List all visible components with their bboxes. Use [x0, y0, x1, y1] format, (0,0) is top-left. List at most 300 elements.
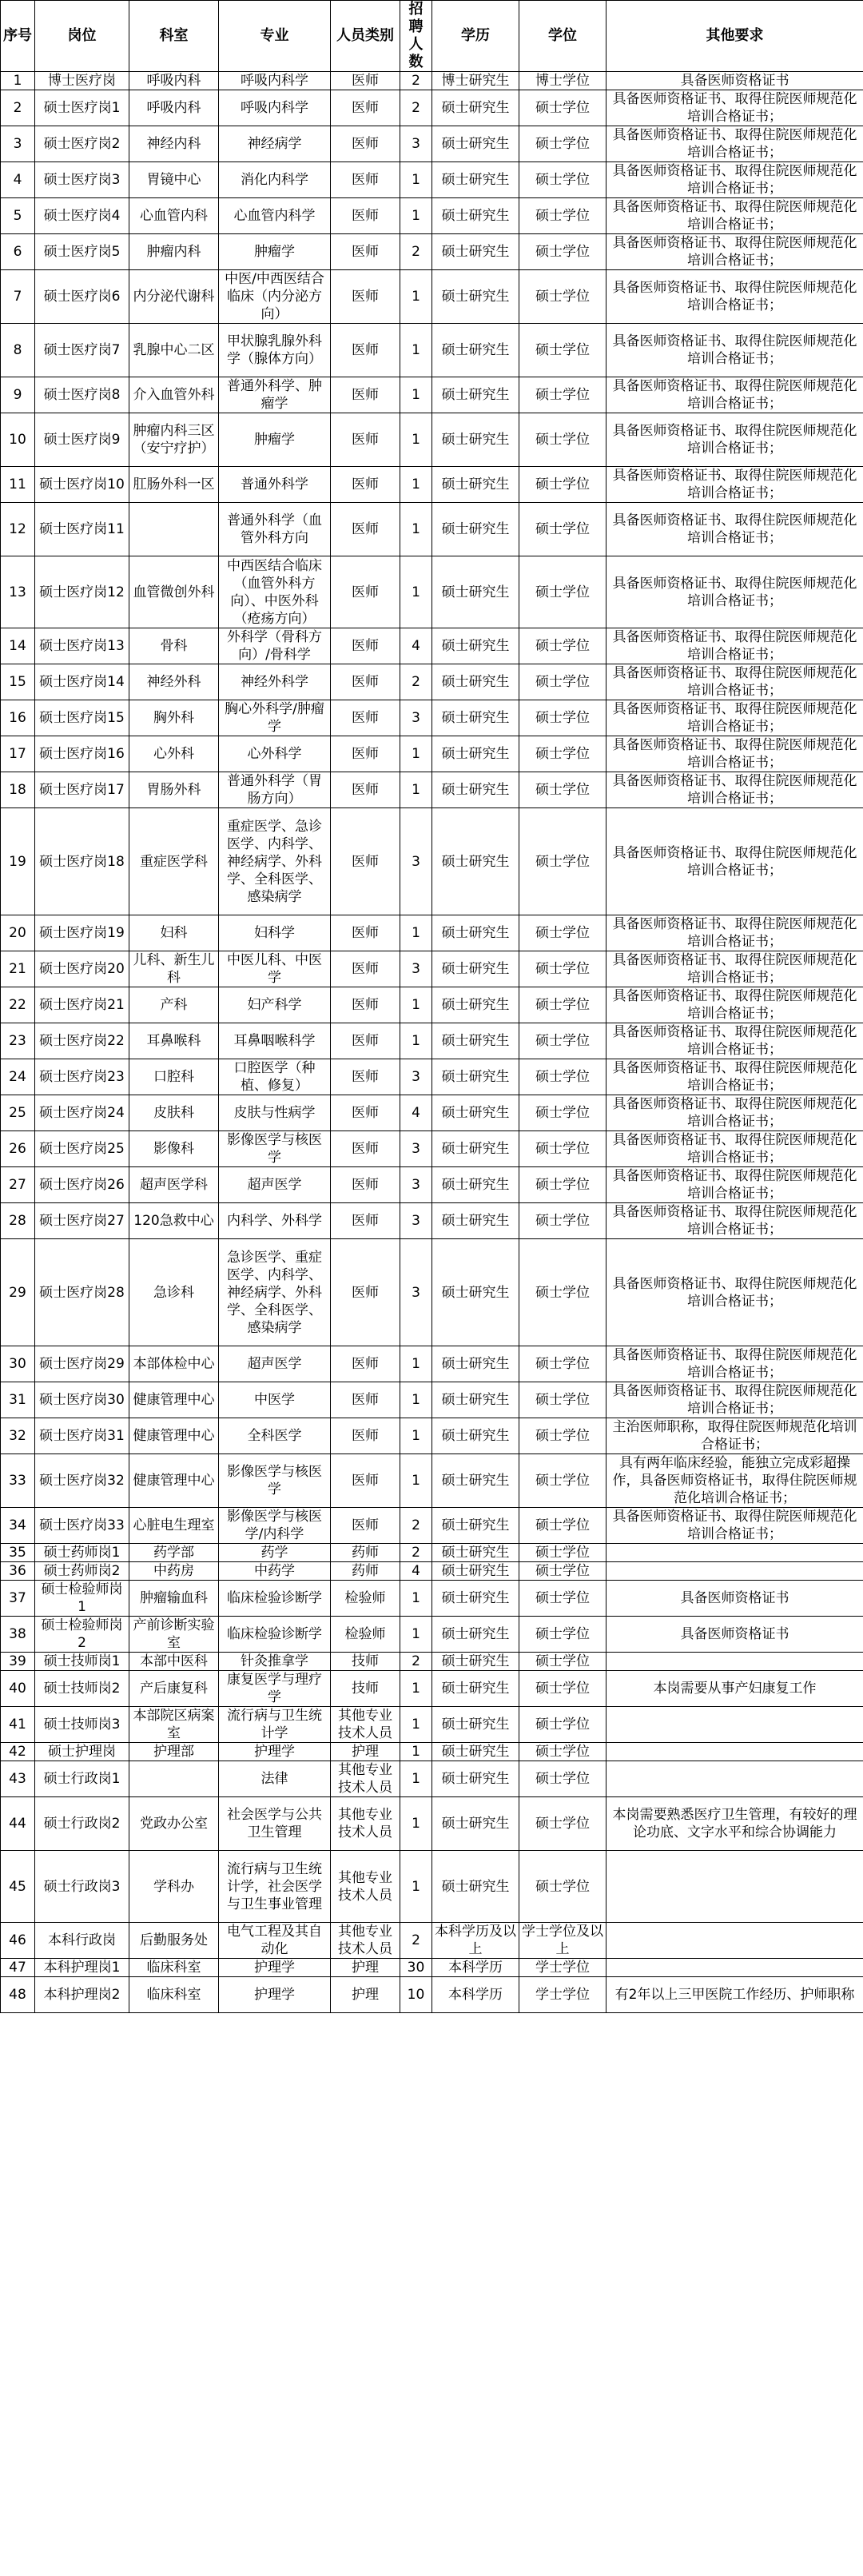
cell-post: 硕士医疗岗25 — [35, 1131, 129, 1167]
cell-post: 硕士医疗岗33 — [35, 1508, 129, 1544]
cell-post: 硕士医疗岗9 — [35, 413, 129, 467]
cell-post: 硕士医疗岗20 — [35, 951, 129, 987]
cell-dept: 心外科 — [129, 736, 219, 772]
cell-requirements: 具备医师资格证书、取得住院医师规范化培训合格证书； — [606, 377, 863, 413]
cell-requirements: 具备医师资格证书、取得住院医师规范化培训合格证书； — [606, 503, 863, 556]
cell-dept: 中药房 — [129, 1562, 219, 1581]
cell-dept: 皮肤科 — [129, 1095, 219, 1131]
table-row — [1, 1923, 863, 1959]
cell-education: 硕士研究生 — [432, 1562, 519, 1581]
cell-category: 医师 — [331, 72, 400, 90]
cell-dept: 后勤服务处 — [129, 1923, 219, 1959]
cell-requirements: 具备医师资格证书、取得住院医师规范化培训合格证书； — [606, 324, 863, 377]
cell-degree: 硕士学位 — [519, 1059, 606, 1095]
header-major: 专业 — [219, 1, 331, 72]
cell-education: 本科学历及以上 — [432, 1923, 519, 1959]
cell-degree: 硕士学位 — [519, 1023, 606, 1059]
cell-count: 1 — [400, 198, 432, 234]
cell-major: 康复医学与理疗学 — [219, 1671, 331, 1707]
cell-post: 硕士检验师岗1 — [35, 1581, 129, 1617]
cell-count: 1 — [400, 1797, 432, 1851]
cell-no: 5 — [1, 198, 35, 234]
cell-education: 硕士研究生 — [432, 808, 519, 915]
cell-degree: 硕士学位 — [519, 1581, 606, 1617]
cell-no: 35 — [1, 1544, 35, 1562]
cell-requirements — [606, 1851, 863, 1923]
cell-education: 硕士研究生 — [432, 1203, 519, 1239]
table-row — [1, 628, 863, 664]
cell-requirements: 具备医师资格证书、取得住院医师规范化培训合格证书； — [606, 951, 863, 987]
cell-education: 硕士研究生 — [432, 1797, 519, 1851]
cell-education: 硕士研究生 — [432, 126, 519, 162]
cell-education: 硕士研究生 — [432, 772, 519, 808]
cell-count: 2 — [400, 1508, 432, 1544]
cell-category: 医师 — [331, 772, 400, 808]
cell-no: 24 — [1, 1059, 35, 1095]
cell-dept: 内分泌代谢科 — [129, 270, 219, 324]
cell-post: 硕士护理岗 — [35, 1743, 129, 1761]
cell-count: 2 — [400, 1544, 432, 1562]
cell-requirements — [606, 1544, 863, 1562]
cell-education: 硕士研究生 — [432, 1167, 519, 1203]
cell-requirements: 具备医师资格证书、取得住院医师规范化培训合格证书； — [606, 270, 863, 324]
table-row — [1, 1797, 863, 1851]
cell-category: 医师 — [331, 1454, 400, 1508]
cell-category: 药师 — [331, 1562, 400, 1581]
cell-major: 普通外科学（血管外科方向 — [219, 503, 331, 556]
cell-category: 护理 — [331, 1959, 400, 1977]
cell-dept: 肛肠外科一区 — [129, 467, 219, 503]
cell-dept: 本部院区病案室 — [129, 1707, 219, 1743]
cell-no: 10 — [1, 413, 35, 467]
cell-major: 耳鼻咽喉科学 — [219, 1023, 331, 1059]
cell-post: 硕士医疗岗27 — [35, 1203, 129, 1239]
table-row — [1, 1239, 863, 1346]
cell-category: 医师 — [331, 1508, 400, 1544]
cell-degree: 硕士学位 — [519, 1239, 606, 1346]
cell-requirements: 具备医师资格证书、取得住院医师规范化培训合格证书； — [606, 1095, 863, 1131]
cell-dept — [129, 1761, 219, 1797]
cell-count: 1 — [400, 377, 432, 413]
table-row — [1, 1418, 863, 1454]
cell-no: 39 — [1, 1653, 35, 1671]
table-row — [1, 72, 863, 90]
cell-education: 硕士研究生 — [432, 628, 519, 664]
cell-degree: 硕士学位 — [519, 951, 606, 987]
cell-no: 8 — [1, 324, 35, 377]
cell-major: 重症医学、急诊医学、内科学、神经病学、外科学、全科医学、感染病学 — [219, 808, 331, 915]
cell-post: 硕士检验师岗2 — [35, 1617, 129, 1653]
cell-education: 硕士研究生 — [432, 270, 519, 324]
cell-degree: 硕士学位 — [519, 1203, 606, 1239]
cell-post: 硕士医疗岗1 — [35, 90, 129, 126]
cell-dept: 急诊科 — [129, 1239, 219, 1346]
cell-degree: 硕士学位 — [519, 1617, 606, 1653]
cell-education: 硕士研究生 — [432, 90, 519, 126]
cell-major: 影像医学与核医学/内科学 — [219, 1508, 331, 1544]
cell-degree: 硕士学位 — [519, 503, 606, 556]
cell-requirements — [606, 1959, 863, 1977]
cell-requirements: 具备医师资格证书 — [606, 1581, 863, 1617]
table-row — [1, 1167, 863, 1203]
cell-no: 31 — [1, 1382, 35, 1418]
cell-degree: 硕士学位 — [519, 234, 606, 270]
cell-major: 护理学 — [219, 1959, 331, 1977]
cell-education: 硕士研究生 — [432, 1239, 519, 1346]
cell-requirements: 主治医师职称，取得住院医师规范化培训合格证书； — [606, 1418, 863, 1454]
cell-category: 医师 — [331, 377, 400, 413]
cell-post: 本科行政岗 — [35, 1923, 129, 1959]
cell-major: 肿瘤学 — [219, 413, 331, 467]
cell-dept: 临床科室 — [129, 1977, 219, 2013]
cell-count: 3 — [400, 808, 432, 915]
cell-requirements: 本岗需要熟悉医疗卫生管理，有较好的理论功底、文字水平和综合协调能力 — [606, 1797, 863, 1851]
cell-category: 医师 — [331, 808, 400, 915]
cell-education: 硕士研究生 — [432, 736, 519, 772]
cell-degree: 硕士学位 — [519, 1454, 606, 1508]
cell-requirements: 具备医师资格证书、取得住院医师规范化培训合格证书； — [606, 198, 863, 234]
cell-requirements — [606, 1653, 863, 1671]
cell-count: 1 — [400, 736, 432, 772]
table-row — [1, 1581, 863, 1617]
cell-requirements: 具备医师资格证书、取得住院医师规范化培训合格证书； — [606, 90, 863, 126]
cell-no: 1 — [1, 72, 35, 90]
cell-dept — [129, 503, 219, 556]
cell-post: 硕士医疗岗31 — [35, 1418, 129, 1454]
cell-degree: 硕士学位 — [519, 1544, 606, 1562]
cell-no: 46 — [1, 1923, 35, 1959]
cell-education: 硕士研究生 — [432, 664, 519, 700]
cell-degree: 硕士学位 — [519, 270, 606, 324]
cell-major: 外科学（骨科方向）/骨科学 — [219, 628, 331, 664]
cell-no: 14 — [1, 628, 35, 664]
cell-category: 医师 — [331, 664, 400, 700]
cell-post: 硕士行政岗3 — [35, 1851, 129, 1923]
cell-degree: 硕士学位 — [519, 126, 606, 162]
cell-category: 技师 — [331, 1671, 400, 1707]
cell-category: 其他专业技术人员 — [331, 1923, 400, 1959]
cell-major: 流行病与卫生统计学，社会医学与卫生事业管理 — [219, 1851, 331, 1923]
header-count: 招聘人数 — [400, 1, 432, 72]
cell-major: 消化内科学 — [219, 162, 331, 198]
cell-degree: 硕士学位 — [519, 808, 606, 915]
cell-dept: 呼吸内科 — [129, 72, 219, 90]
header-post: 岗位 — [35, 1, 129, 72]
cell-count: 1 — [400, 413, 432, 467]
cell-degree: 硕士学位 — [519, 1418, 606, 1454]
cell-major: 心血管内科学 — [219, 198, 331, 234]
cell-degree: 硕士学位 — [519, 198, 606, 234]
table-row — [1, 1977, 863, 2013]
cell-education: 硕士研究生 — [432, 1743, 519, 1761]
cell-dept: 肿瘤内科 — [129, 234, 219, 270]
cell-category: 医师 — [331, 1346, 400, 1382]
cell-dept: 健康管理中心 — [129, 1382, 219, 1418]
cell-post: 硕士医疗岗17 — [35, 772, 129, 808]
cell-no: 18 — [1, 772, 35, 808]
cell-degree: 博士学位 — [519, 72, 606, 90]
cell-category: 医师 — [331, 90, 400, 126]
cell-degree: 硕士学位 — [519, 772, 606, 808]
cell-degree: 硕士学位 — [519, 1131, 606, 1167]
table-row — [1, 1131, 863, 1167]
cell-education: 本科学历 — [432, 1977, 519, 2013]
cell-education: 硕士研究生 — [432, 234, 519, 270]
cell-major: 胸心外科学/肿瘤学 — [219, 700, 331, 736]
cell-category: 检验师 — [331, 1581, 400, 1617]
cell-education: 硕士研究生 — [432, 1707, 519, 1743]
cell-education: 硕士研究生 — [432, 1382, 519, 1418]
cell-degree: 硕士学位 — [519, 413, 606, 467]
cell-no: 33 — [1, 1454, 35, 1508]
cell-post: 硕士医疗岗26 — [35, 1167, 129, 1203]
cell-major: 甲状腺乳腺外科学（腺体方向） — [219, 324, 331, 377]
table-row — [1, 1346, 863, 1382]
cell-requirements: 具备医师资格证书、取得住院医师规范化培训合格证书； — [606, 467, 863, 503]
cell-major: 呼吸内科学 — [219, 72, 331, 90]
cell-requirements: 具备医师资格证书、取得住院医师规范化培训合格证书； — [606, 664, 863, 700]
cell-count: 2 — [400, 72, 432, 90]
cell-post: 硕士医疗岗4 — [35, 198, 129, 234]
cell-requirements: 具备医师资格证书、取得住院医师规范化培训合格证书； — [606, 628, 863, 664]
cell-no: 23 — [1, 1023, 35, 1059]
cell-no: 40 — [1, 1671, 35, 1707]
cell-degree: 学士学位及以上 — [519, 1923, 606, 1959]
cell-count: 2 — [400, 90, 432, 126]
table-row — [1, 270, 863, 324]
cell-major: 内科学、外科学 — [219, 1203, 331, 1239]
cell-category: 医师 — [331, 467, 400, 503]
cell-degree: 硕士学位 — [519, 324, 606, 377]
cell-count: 4 — [400, 628, 432, 664]
cell-major: 护理学 — [219, 1977, 331, 2013]
cell-dept: 儿科、新生儿科 — [129, 951, 219, 987]
cell-requirements: 具备医师资格证书、取得住院医师规范化培训合格证书； — [606, 772, 863, 808]
cell-post: 硕士医疗岗5 — [35, 234, 129, 270]
cell-requirements — [606, 1562, 863, 1581]
cell-no: 43 — [1, 1761, 35, 1797]
cell-requirements: 具备医师资格证书、取得住院医师规范化培训合格证书； — [606, 987, 863, 1023]
cell-post: 硕士医疗岗21 — [35, 987, 129, 1023]
cell-dept: 呼吸内科 — [129, 90, 219, 126]
cell-post: 硕士医疗岗30 — [35, 1382, 129, 1418]
cell-requirements: 具备医师资格证书、取得住院医师规范化培训合格证书； — [606, 162, 863, 198]
cell-post: 硕士医疗岗16 — [35, 736, 129, 772]
cell-education: 硕士研究生 — [432, 700, 519, 736]
cell-degree: 硕士学位 — [519, 556, 606, 628]
cell-education: 硕士研究生 — [432, 1454, 519, 1508]
cell-major: 普通外科学 — [219, 467, 331, 503]
cell-education: 硕士研究生 — [432, 1095, 519, 1131]
cell-dept: 骨科 — [129, 628, 219, 664]
cell-no: 38 — [1, 1617, 35, 1653]
cell-post: 硕士医疗岗2 — [35, 126, 129, 162]
cell-major: 中药学 — [219, 1562, 331, 1581]
table-row — [1, 1544, 863, 1562]
cell-category: 医师 — [331, 556, 400, 628]
cell-requirements: 具备医师资格证书、取得住院医师规范化培训合格证书； — [606, 126, 863, 162]
cell-category: 医师 — [331, 1203, 400, 1239]
cell-post: 硕士医疗岗12 — [35, 556, 129, 628]
table-row — [1, 808, 863, 915]
cell-major: 临床检验诊断学 — [219, 1581, 331, 1617]
cell-requirements: 具备医师资格证书、取得住院医师规范化培训合格证书； — [606, 1023, 863, 1059]
cell-degree: 硕士学位 — [519, 1671, 606, 1707]
cell-degree: 硕士学位 — [519, 1707, 606, 1743]
cell-major: 神经外科学 — [219, 664, 331, 700]
cell-count: 1 — [400, 1851, 432, 1923]
cell-count: 1 — [400, 1581, 432, 1617]
cell-education: 硕士研究生 — [432, 1671, 519, 1707]
cell-education: 硕士研究生 — [432, 1131, 519, 1167]
cell-major: 流行病与卫生统计学 — [219, 1707, 331, 1743]
cell-post: 硕士技师岗3 — [35, 1707, 129, 1743]
cell-major: 药学 — [219, 1544, 331, 1562]
cell-degree: 硕士学位 — [519, 467, 606, 503]
cell-education: 硕士研究生 — [432, 1761, 519, 1797]
cell-category: 医师 — [331, 951, 400, 987]
cell-major: 超声医学 — [219, 1167, 331, 1203]
cell-category: 护理 — [331, 1743, 400, 1761]
cell-degree: 硕士学位 — [519, 987, 606, 1023]
cell-dept: 健康管理中心 — [129, 1418, 219, 1454]
table-row — [1, 413, 863, 467]
cell-education: 硕士研究生 — [432, 503, 519, 556]
cell-category: 医师 — [331, 915, 400, 951]
cell-degree: 硕士学位 — [519, 736, 606, 772]
cell-education: 硕士研究生 — [432, 1508, 519, 1544]
cell-requirements: 具备医师资格证书、取得住院医师规范化培训合格证书； — [606, 1203, 863, 1239]
cell-post: 硕士医疗岗11 — [35, 503, 129, 556]
header-row — [1, 1, 863, 72]
cell-no: 3 — [1, 126, 35, 162]
cell-count: 1 — [400, 772, 432, 808]
cell-no: 42 — [1, 1743, 35, 1761]
table-body — [1, 72, 863, 2013]
cell-post: 硕士行政岗2 — [35, 1797, 129, 1851]
cell-category: 医师 — [331, 324, 400, 377]
cell-dept: 党政办公室 — [129, 1797, 219, 1851]
cell-degree: 硕士学位 — [519, 1761, 606, 1797]
cell-count: 1 — [400, 162, 432, 198]
cell-category: 技师 — [331, 1653, 400, 1671]
table-row — [1, 915, 863, 951]
cell-education: 硕士研究生 — [432, 413, 519, 467]
cell-dept: 药学部 — [129, 1544, 219, 1562]
cell-post: 硕士医疗岗8 — [35, 377, 129, 413]
table-row — [1, 503, 863, 556]
cell-post: 硕士医疗岗15 — [35, 700, 129, 736]
table-row — [1, 1508, 863, 1544]
table-row — [1, 1671, 863, 1707]
cell-dept: 胸外科 — [129, 700, 219, 736]
cell-dept: 耳鼻喉科 — [129, 1023, 219, 1059]
cell-category: 医师 — [331, 1023, 400, 1059]
cell-major: 神经病学 — [219, 126, 331, 162]
cell-count: 1 — [400, 1454, 432, 1508]
cell-count: 1 — [400, 1382, 432, 1418]
cell-count: 1 — [400, 1346, 432, 1382]
cell-major: 普通外科学、肿瘤学 — [219, 377, 331, 413]
cell-major: 针灸推拿学 — [219, 1653, 331, 1671]
cell-category: 医师 — [331, 1382, 400, 1418]
cell-education: 本科学历 — [432, 1959, 519, 1977]
cell-category: 医师 — [331, 162, 400, 198]
cell-category: 医师 — [331, 234, 400, 270]
cell-major: 心外科学 — [219, 736, 331, 772]
cell-dept: 临床科室 — [129, 1959, 219, 1977]
cell-dept: 健康管理中心 — [129, 1454, 219, 1508]
cell-education: 硕士研究生 — [432, 556, 519, 628]
cell-requirements: 具备医师资格证书、取得住院医师规范化培训合格证书； — [606, 915, 863, 951]
cell-major: 全科医学 — [219, 1418, 331, 1454]
header-no: 序号 — [1, 1, 35, 72]
cell-no: 45 — [1, 1851, 35, 1923]
cell-post: 硕士医疗岗29 — [35, 1346, 129, 1382]
cell-dept: 口腔科 — [129, 1059, 219, 1095]
cell-no: 7 — [1, 270, 35, 324]
cell-count: 3 — [400, 951, 432, 987]
cell-no: 48 — [1, 1977, 35, 2013]
table-row — [1, 1707, 863, 1743]
cell-post: 硕士行政岗1 — [35, 1761, 129, 1797]
cell-category: 医师 — [331, 1131, 400, 1167]
cell-dept: 血管微创外科 — [129, 556, 219, 628]
cell-no: 32 — [1, 1418, 35, 1454]
cell-no: 37 — [1, 1581, 35, 1617]
cell-no: 21 — [1, 951, 35, 987]
cell-count: 2 — [400, 664, 432, 700]
cell-category: 医师 — [331, 503, 400, 556]
cell-category: 其他专业技术人员 — [331, 1761, 400, 1797]
cell-education: 硕士研究生 — [432, 987, 519, 1023]
cell-no: 34 — [1, 1508, 35, 1544]
cell-education: 硕士研究生 — [432, 377, 519, 413]
cell-count: 1 — [400, 987, 432, 1023]
cell-education: 硕士研究生 — [432, 1544, 519, 1562]
cell-no: 2 — [1, 90, 35, 126]
cell-category: 医师 — [331, 126, 400, 162]
cell-post: 硕士医疗岗32 — [35, 1454, 129, 1508]
table-row — [1, 162, 863, 198]
cell-education: 硕士研究生 — [432, 467, 519, 503]
cell-requirements: 具备医师资格证书、取得住院医师规范化培训合格证书； — [606, 1239, 863, 1346]
cell-requirements: 具备医师资格证书、取得住院医师规范化培训合格证书； — [606, 736, 863, 772]
cell-no: 4 — [1, 162, 35, 198]
cell-dept: 产前诊断实验室 — [129, 1617, 219, 1653]
table-row — [1, 1617, 863, 1653]
cell-education: 硕士研究生 — [432, 1059, 519, 1095]
cell-no: 44 — [1, 1797, 35, 1851]
table-row — [1, 1454, 863, 1508]
cell-no: 25 — [1, 1095, 35, 1131]
cell-category: 医师 — [331, 198, 400, 234]
cell-dept: 产科 — [129, 987, 219, 1023]
cell-dept: 产后康复科 — [129, 1671, 219, 1707]
cell-post: 硕士医疗岗3 — [35, 162, 129, 198]
table-row — [1, 1851, 863, 1923]
cell-post: 博士医疗岗 — [35, 72, 129, 90]
table-row — [1, 234, 863, 270]
cell-dept: 乳腺中心二区 — [129, 324, 219, 377]
cell-no: 17 — [1, 736, 35, 772]
cell-category: 医师 — [331, 1239, 400, 1346]
cell-dept: 心血管内科 — [129, 198, 219, 234]
cell-category: 医师 — [331, 628, 400, 664]
cell-requirements: 具备医师资格证书、取得住院医师规范化培训合格证书； — [606, 1382, 863, 1418]
cell-requirements: 具有两年临床经验，能独立完成彩超操作，具备医师资格证书，取得住院医师规范化培训合格证书； — [606, 1454, 863, 1508]
cell-degree: 学士学位 — [519, 1977, 606, 2013]
